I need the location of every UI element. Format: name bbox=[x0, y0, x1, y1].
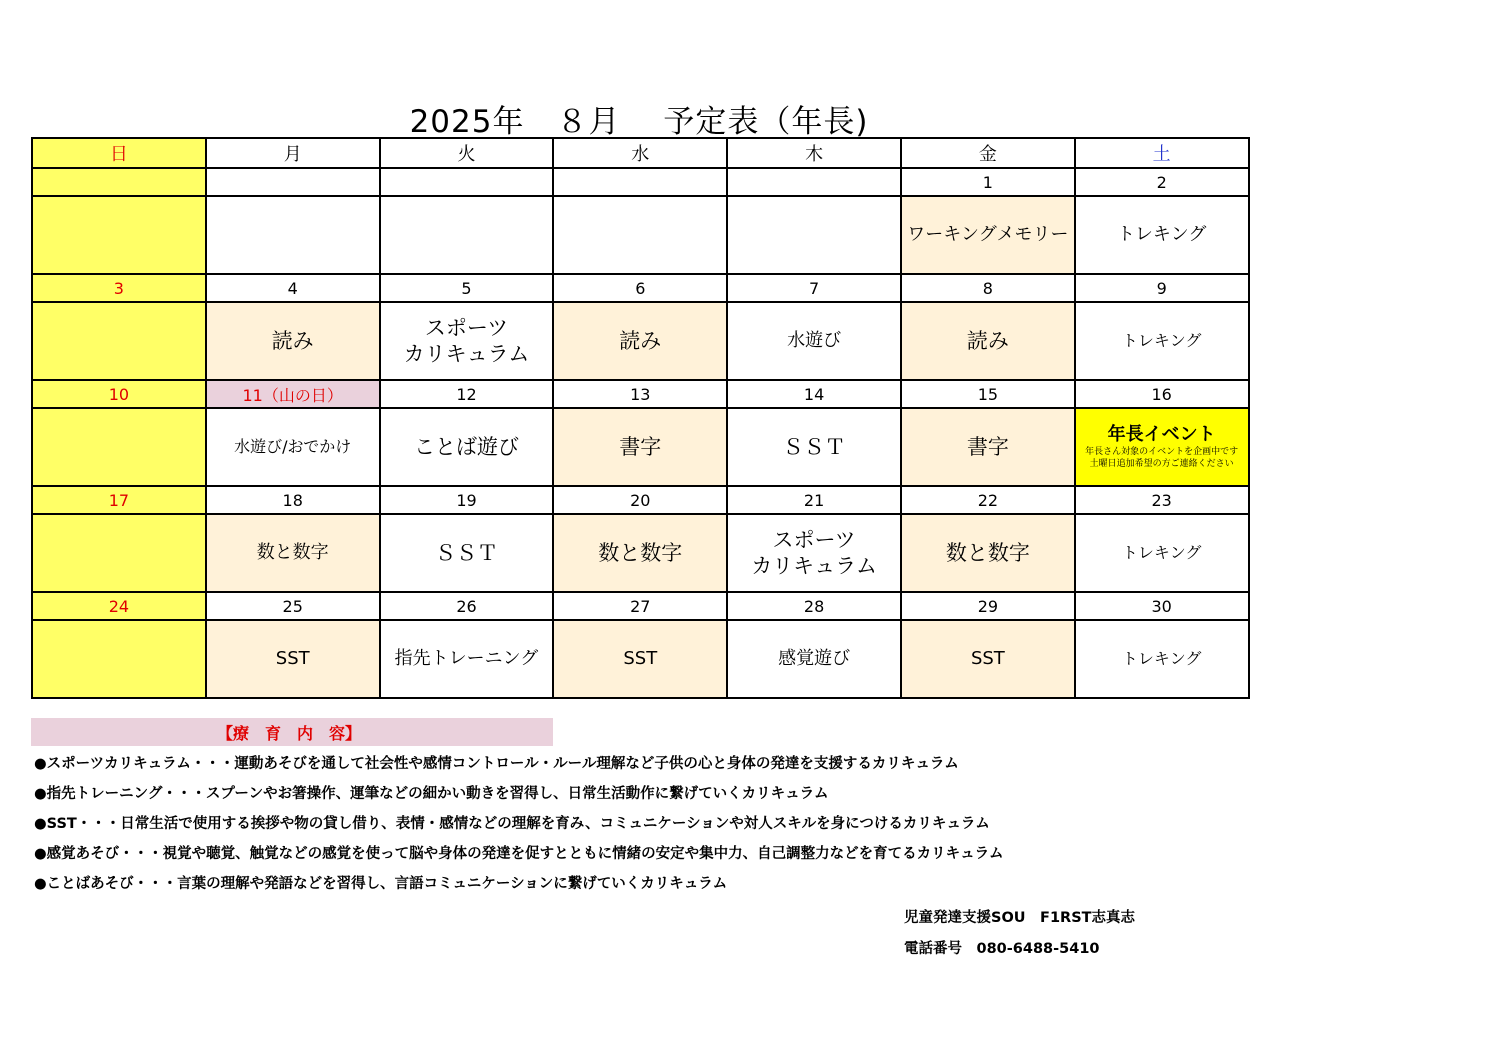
date-cell: 7 bbox=[727, 274, 901, 302]
date-cell: 26 bbox=[380, 592, 554, 620]
weekday-wed: 水 bbox=[553, 138, 727, 168]
date-cell: 17 bbox=[32, 486, 206, 514]
date-cell: 30 bbox=[1075, 592, 1249, 620]
activity-cell bbox=[32, 302, 206, 380]
date-cell: 12 bbox=[380, 380, 554, 408]
activity-row bbox=[32, 196, 1249, 274]
date-cell: 29 bbox=[901, 592, 1075, 620]
activity-cell: スポーツ カリキュラム bbox=[727, 514, 901, 592]
activity-cell: 数と数字 bbox=[206, 514, 380, 592]
activity-cell: ＳＳＴ bbox=[380, 514, 554, 592]
activity-cell: SST bbox=[553, 620, 727, 698]
date-cell bbox=[727, 168, 901, 196]
activity-cell bbox=[32, 514, 206, 592]
activity-row bbox=[32, 302, 1249, 380]
activity-cell: スポーツ カリキュラム bbox=[380, 302, 554, 380]
activity-row bbox=[32, 514, 1249, 592]
activity-cell: 読み bbox=[206, 302, 380, 380]
date-cell: 27 bbox=[553, 592, 727, 620]
activity-cell bbox=[32, 196, 206, 274]
date-cell: 21 bbox=[727, 486, 901, 514]
date-row bbox=[32, 592, 1249, 620]
date-cell: 10 bbox=[32, 380, 206, 408]
date-cell: 5 bbox=[380, 274, 554, 302]
activity-row bbox=[32, 620, 1249, 698]
activity-cell bbox=[553, 196, 727, 274]
date-cell: 22 bbox=[901, 486, 1075, 514]
date-cell: 6 bbox=[553, 274, 727, 302]
activity-cell bbox=[32, 408, 206, 486]
date-cell: 28 bbox=[727, 592, 901, 620]
date-cell: 24 bbox=[32, 592, 206, 620]
date-cell bbox=[206, 168, 380, 196]
note-item: ●感覚あそび・・・視覚や聴覚、触覚などの感覚を使って脳や身体の発達を促すとともに情緒の安定や集中力、自己調整力などを育てるカリキュラム bbox=[34, 846, 1004, 862]
activity-cell: 数と数字 bbox=[901, 514, 1075, 592]
section-label-text: 【療 育 内 容】 bbox=[217, 724, 362, 743]
date-cell: 13 bbox=[553, 380, 727, 408]
activity-cell: 水遊び bbox=[727, 302, 901, 380]
date-cell: 25 bbox=[206, 592, 380, 620]
activity-cell bbox=[380, 196, 554, 274]
activity-cell bbox=[32, 620, 206, 698]
activity-cell: トレキング bbox=[1075, 514, 1249, 592]
date-row bbox=[32, 486, 1249, 514]
date-cell bbox=[553, 168, 727, 196]
activity-cell: 書字 bbox=[901, 408, 1075, 486]
date-cell bbox=[380, 168, 554, 196]
activity-cell: ＳＳＴ bbox=[727, 408, 901, 486]
activity-cell: 水遊び/おでかけ bbox=[206, 408, 380, 486]
activity-cell: SST bbox=[901, 620, 1075, 698]
date-cell: 18 bbox=[206, 486, 380, 514]
date-row bbox=[32, 380, 1249, 408]
activity-cell: ことば遊び bbox=[380, 408, 554, 486]
date-cell: 8 bbox=[901, 274, 1075, 302]
activity-cell: 数と数字 bbox=[553, 514, 727, 592]
note-item: ●SST・・・日常生活で使用する挨拶や物の貸し借り、表情・感情などの理解を育み、コミュニケーションや対人スキルを身につけるカリキュラム bbox=[34, 816, 990, 832]
holiday-date-cell: 11（山の日） bbox=[206, 380, 380, 408]
date-cell: 14 bbox=[727, 380, 901, 408]
event-cell bbox=[1075, 408, 1249, 486]
activity-cell: 感覚遊び bbox=[727, 620, 901, 698]
date-row bbox=[32, 168, 1249, 196]
date-cell: 20 bbox=[553, 486, 727, 514]
curriculum-notes bbox=[34, 752, 1004, 902]
activity-cell: 読み bbox=[901, 302, 1075, 380]
weekday-mon: 月 bbox=[206, 138, 380, 168]
date-cell bbox=[32, 168, 206, 196]
note-item: ●スポーツカリキュラム・・・運動あそびを通して社会性や感情コントロール・ルール理解など子供の心と身体の発達を支援するカリキュラム bbox=[34, 756, 959, 772]
activity-cell bbox=[206, 196, 380, 274]
date-cell: 2 bbox=[1075, 168, 1249, 196]
date-cell: 3 bbox=[32, 274, 206, 302]
weekday-header-row bbox=[32, 138, 1249, 168]
date-cell: 19 bbox=[380, 486, 554, 514]
date-cell: 15 bbox=[901, 380, 1075, 408]
calendar-table bbox=[31, 137, 1250, 699]
org-name: 児童発達支援SOU F1RST志真志 bbox=[904, 910, 1136, 926]
activity-cell: SST bbox=[206, 620, 380, 698]
activity-cell: トレキング bbox=[1075, 620, 1249, 698]
weekday-fri: 金 bbox=[901, 138, 1075, 168]
activity-cell: トレキング bbox=[1075, 196, 1249, 274]
date-cell: 23 bbox=[1075, 486, 1249, 514]
activity-cell: 読み bbox=[553, 302, 727, 380]
note-item: ●指先トレーニング・・・スプーンやお箸操作、運筆などの細かい動きを習得し、日常生活動作に繋げていくカリキュラム bbox=[34, 786, 829, 802]
weekday-tue: 火 bbox=[380, 138, 554, 168]
activity-cell: トレキング bbox=[1075, 302, 1249, 380]
activity-cell bbox=[727, 196, 901, 274]
phone-number: 電話番号 080-6488-5410 bbox=[904, 941, 1100, 957]
date-cell: 16 bbox=[1075, 380, 1249, 408]
date-cell: 9 bbox=[1075, 274, 1249, 302]
activity-cell: 指先トレーニング bbox=[380, 620, 554, 698]
activity-row bbox=[32, 408, 1249, 486]
date-row bbox=[32, 274, 1249, 302]
date-cell: 4 bbox=[206, 274, 380, 302]
note-item: ●ことばあそび・・・言葉の理解や発語などを習得し、言語コミュニケーションに繋げていくカリキュラム bbox=[34, 876, 728, 892]
date-cell: 1 bbox=[901, 168, 1075, 196]
activity-cell: ワーキングメモリー bbox=[901, 196, 1075, 274]
event-note: 土曜日追加希望の方ご連絡ください bbox=[1089, 459, 1234, 469]
weekday-sun: 日 bbox=[32, 138, 206, 168]
page-title: 2025年 ８月 予定表（年長) bbox=[409, 104, 869, 140]
weekday-thu: 木 bbox=[727, 138, 901, 168]
weekday-sat: 土 bbox=[1075, 138, 1249, 168]
event-note: 年長さん対象のイベントを企画中です bbox=[1085, 447, 1239, 457]
section-label bbox=[31, 718, 553, 746]
activity-cell: 書字 bbox=[553, 408, 727, 486]
event-title: 年長イベント bbox=[1107, 424, 1216, 445]
